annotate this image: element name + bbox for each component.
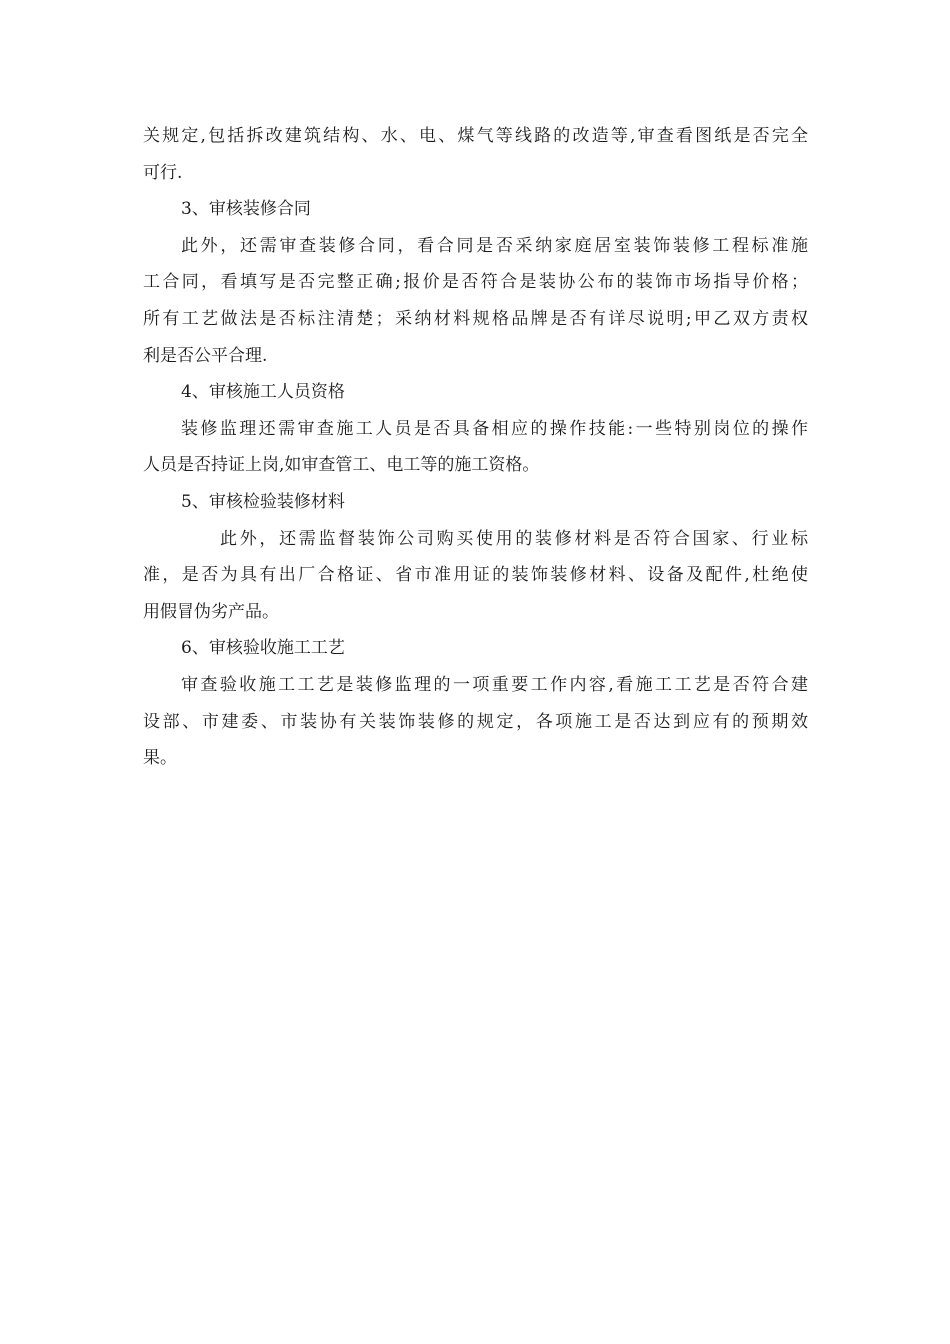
section-heading-6: 6、审核验收施工工艺	[181, 638, 345, 659]
paragraph-line: 准，是否为具有出厂合格证、省市准用证的装饰装修材料、设备及配件,杜绝使	[143, 565, 808, 586]
section-heading-5: 5、审核检验装修材料	[181, 491, 345, 512]
paragraph-line: 利是否公平合理.	[143, 345, 268, 366]
paragraph-line: 工合同，看填写是否完整正确;报价是否符合是装协公布的装饰市场指导价格；	[143, 272, 808, 293]
paragraph-line: 此外，还需审查装修合同，看合同是否采纳家庭居室装饰装修工程标准施	[181, 235, 808, 256]
paragraph-line: 人员是否持证上岗,如审查管工、电工等的施工资格。	[143, 455, 540, 476]
paragraph-line: 此外，还需监督装饰公司购买使用的装修材料是否符合国家、行业标	[220, 528, 808, 549]
paragraph-line: 审查验收施工工艺是装修监理的一项重要工作内容,看施工工艺是否符合建	[181, 674, 808, 695]
section-heading-4: 4、审核施工人员资格	[181, 382, 345, 403]
paragraph-line: 可行.	[143, 162, 183, 183]
paragraph-line: 设部、市建委、市装协有关装饰装修的规定，各项施工是否达到应有的预期效	[143, 711, 808, 732]
paragraph-line: 装修监理还需审查施工人员是否具备相应的操作技能:一些特别岗位的操作	[181, 418, 808, 439]
paragraph-line: 所有工艺做法是否标注清楚；采纳材料规格品牌是否有详尽说明;甲乙双方责权	[143, 308, 808, 329]
document-body	[143, 118, 808, 777]
paragraph-line: 果。	[143, 748, 177, 769]
paragraph-line: 关规定,包括拆改建筑结构、水、电、煤气等线路的改造等,审查看图纸是否完全	[143, 126, 808, 146]
paragraph-line: 用假冒伪劣产品。	[143, 601, 279, 622]
section-heading-3: 3、审核装修合同	[181, 199, 311, 220]
